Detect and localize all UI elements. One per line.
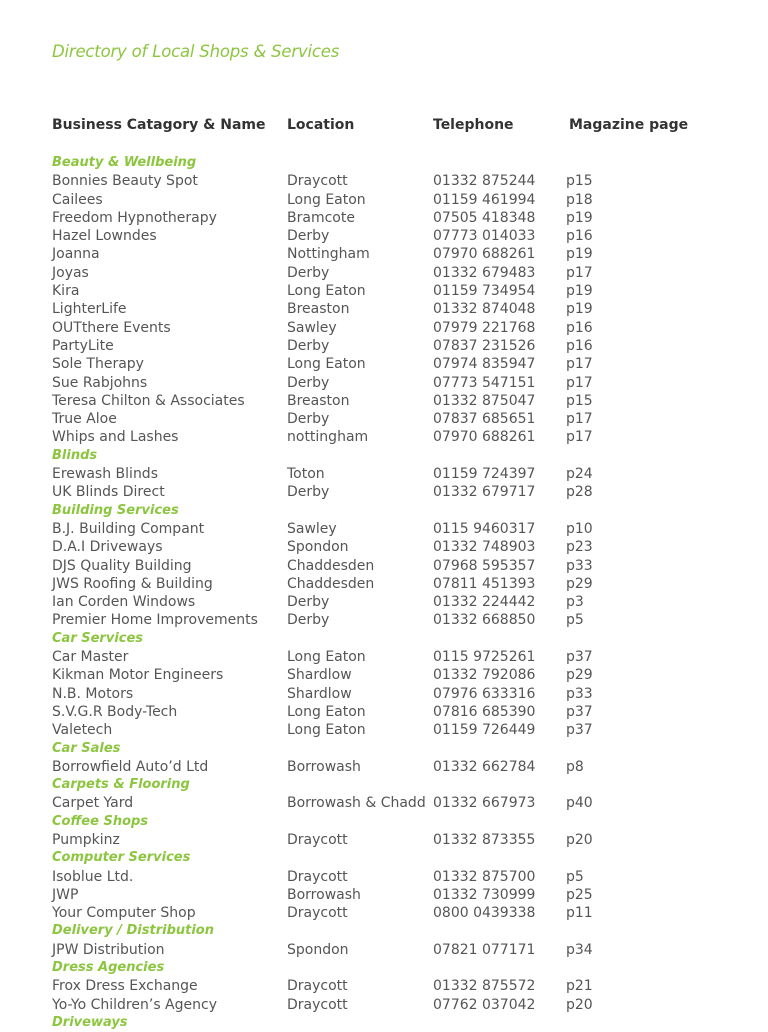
business-name: Borrowfield Auto’d Ltd: [52, 758, 209, 775]
magazine-page: p5: [566, 868, 584, 885]
business-name: Your Computer Shop: [52, 905, 196, 922]
business-location: Sawley: [287, 520, 337, 537]
list-item: [0, 941, 768, 959]
business-name: Hazel Lowndes: [52, 228, 157, 245]
category-label: Dress Agencies: [52, 960, 165, 976]
list-item: [0, 465, 768, 483]
business-name: Joyas: [52, 264, 89, 281]
business-name: Premier Home Improvements: [52, 612, 258, 629]
business-location: Draycott: [287, 831, 348, 848]
magazine-page: p20: [566, 831, 593, 848]
category-heading: [0, 154, 768, 172]
category-heading: [0, 776, 768, 794]
business-telephone: 01332 748903: [433, 539, 536, 556]
business-name: Sole Therapy: [52, 356, 144, 373]
category-heading: [0, 502, 768, 520]
business-location: Breaston: [287, 392, 350, 409]
business-telephone: 01332 668850: [433, 612, 536, 629]
category-heading: [0, 1014, 768, 1032]
list-item: [0, 337, 768, 355]
business-telephone: 07811 451393: [433, 575, 536, 592]
category-heading: [0, 922, 768, 940]
business-telephone: 07505 418348: [433, 209, 536, 226]
business-name: Pumpkinz: [52, 831, 120, 848]
business-telephone: 07970 688261: [433, 429, 536, 446]
magazine-page: p28: [566, 484, 593, 501]
category-label: Blinds: [52, 447, 98, 463]
business-location: Chaddesden: [287, 557, 375, 574]
magazine-page: p40: [566, 795, 593, 812]
magazine-page: p18: [566, 191, 593, 208]
list-item: [0, 557, 768, 575]
magazine-page: p37: [566, 722, 593, 739]
magazine-page: p37: [566, 649, 593, 666]
business-telephone: 07968 595357: [433, 557, 536, 574]
list-item: [0, 227, 768, 245]
business-name: Kikman Motor Engineers: [52, 667, 224, 684]
business-telephone: 07773 014033: [433, 228, 536, 245]
header-telephone: Telephone: [433, 117, 514, 133]
business-telephone: 01332 875047: [433, 392, 536, 409]
business-location: Long Eaton: [287, 283, 366, 300]
list-item: [0, 868, 768, 886]
magazine-page: p19: [566, 301, 593, 318]
business-name: Kira: [52, 283, 80, 300]
magazine-page: p23: [566, 539, 593, 556]
business-location: Spondon: [287, 941, 349, 958]
business-telephone: 01332 224442: [433, 594, 536, 611]
magazine-page: p34: [566, 941, 593, 958]
magazine-page: p33: [566, 557, 593, 574]
business-location: Long Eaton: [287, 649, 366, 666]
business-telephone: 01159 726449: [433, 722, 536, 739]
list-item: [0, 520, 768, 538]
page-title: Directory of Local Shops & Services: [52, 42, 340, 61]
business-telephone: 07974 835947: [433, 356, 536, 373]
business-location: Breaston: [287, 301, 350, 318]
business-name: Sue Rabjohns: [52, 374, 148, 391]
business-name: JWP: [52, 886, 79, 903]
table-header: [0, 117, 768, 137]
magazine-page: p20: [566, 996, 593, 1013]
magazine-page: p17: [566, 356, 593, 373]
category-label: Car Services: [52, 630, 144, 646]
list-item: [0, 758, 768, 776]
business-name: B.J. Building Compant: [52, 520, 205, 537]
business-telephone: 07837 685651: [433, 411, 536, 428]
list-item: [0, 428, 768, 446]
business-name: Car Master: [52, 649, 129, 666]
business-name: Isoblue Ltd.: [52, 868, 134, 885]
business-name: Yo-Yo Children’s Agency: [52, 996, 217, 1013]
business-location: Borrowash & Chadd: [287, 795, 426, 812]
magazine-page: p16: [566, 337, 593, 354]
business-location: Sawley: [287, 319, 337, 336]
business-telephone: 0115 9725261: [433, 649, 536, 666]
business-telephone: 0800 0439338: [433, 905, 536, 922]
list-item: [0, 575, 768, 593]
list-item: [0, 282, 768, 300]
business-location: Draycott: [287, 978, 348, 995]
business-location: Derby: [287, 594, 330, 611]
business-telephone: 01159 734954: [433, 283, 536, 300]
header-magazine-page: Magazine page: [569, 117, 689, 133]
business-name: D.A.I Driveways: [52, 539, 163, 556]
business-name: Freedom Hypnotherapy: [52, 209, 217, 226]
business-telephone: 07762 037042: [433, 996, 536, 1013]
business-location: Derby: [287, 612, 330, 629]
magazine-page: p19: [566, 246, 593, 263]
magazine-page: p21: [566, 978, 593, 995]
business-telephone: 0115 9460317: [433, 520, 536, 537]
business-telephone: 07773 547151: [433, 374, 536, 391]
business-telephone: 07837 231526: [433, 337, 536, 354]
magazine-page: p29: [566, 667, 593, 684]
business-location: Shardlow: [287, 667, 352, 684]
business-telephone: 01159 724397: [433, 466, 536, 483]
business-telephone: 01332 875244: [433, 173, 536, 190]
business-telephone: 01332 875572: [433, 978, 536, 995]
business-name: True Aloe: [52, 411, 117, 428]
list-item: [0, 904, 768, 922]
business-location: Draycott: [287, 996, 348, 1013]
business-location: Spondon: [287, 539, 349, 556]
magazine-page: p5: [566, 612, 584, 629]
category-label: Delivery / Distribution: [52, 923, 214, 939]
business-telephone: 07970 688261: [433, 246, 536, 263]
business-name: UK Blinds Direct: [52, 484, 165, 501]
business-location: Draycott: [287, 905, 348, 922]
business-name: Valetech: [52, 722, 113, 739]
category-label: Car Sales: [52, 740, 121, 756]
business-location: Derby: [287, 337, 330, 354]
list-item: [0, 172, 768, 190]
business-location: Draycott: [287, 868, 348, 885]
list-item: [0, 264, 768, 282]
magazine-page: p3: [566, 594, 584, 611]
list-item: [0, 209, 768, 227]
business-telephone: 07821 077171: [433, 941, 536, 958]
business-location: nottingham: [287, 429, 369, 446]
business-name: S.V.G.R Body-Tech: [52, 703, 178, 720]
magazine-page: p25: [566, 886, 593, 903]
list-item: [0, 483, 768, 501]
business-location: Draycott: [287, 173, 348, 190]
list-item: [0, 648, 768, 666]
category-heading: [0, 447, 768, 465]
business-location: Chaddesden: [287, 575, 375, 592]
business-location: Long Eaton: [287, 356, 366, 373]
magazine-page: p10: [566, 520, 593, 537]
list-item: [0, 355, 768, 373]
business-name: Frox Dress Exchange: [52, 978, 198, 995]
business-telephone: 07976 633316: [433, 685, 536, 702]
magazine-page: p16: [566, 319, 593, 336]
business-telephone: 01332 875700: [433, 868, 536, 885]
magazine-page: p17: [566, 264, 593, 281]
business-location: Toton: [287, 466, 325, 483]
business-telephone: 01332 679483: [433, 264, 536, 281]
magazine-page: p17: [566, 411, 593, 428]
list-item: [0, 685, 768, 703]
business-name: N.B. Motors: [52, 685, 134, 702]
business-location: Derby: [287, 411, 330, 428]
magazine-page: p19: [566, 209, 593, 226]
list-item: [0, 392, 768, 410]
magazine-page: p37: [566, 703, 593, 720]
business-name: DJS Quality Building: [52, 557, 192, 574]
list-item: [0, 374, 768, 392]
magazine-page: p16: [566, 228, 593, 245]
business-location: Shardlow: [287, 685, 352, 702]
category-label: Building Services: [52, 502, 179, 518]
list-item: [0, 977, 768, 995]
business-name: OUTthere Events: [52, 319, 171, 336]
category-heading: [0, 959, 768, 977]
business-location: Derby: [287, 374, 330, 391]
magazine-page: p33: [566, 685, 593, 702]
list-item: [0, 300, 768, 318]
list-item: [0, 794, 768, 812]
business-name: JPW Distribution: [52, 941, 165, 958]
business-name: PartyLite: [52, 337, 114, 354]
list-item: [0, 410, 768, 428]
category-heading: [0, 813, 768, 831]
business-telephone: 01332 792086: [433, 667, 536, 684]
list-item: [0, 831, 768, 849]
business-location: Derby: [287, 264, 330, 281]
list-item: [0, 245, 768, 263]
business-location: Long Eaton: [287, 703, 366, 720]
business-name: Cailees: [52, 191, 103, 208]
business-telephone: 01332 679717: [433, 484, 536, 501]
magazine-page: p17: [566, 429, 593, 446]
magazine-page: p19: [566, 283, 593, 300]
category-label: Coffee Shops: [52, 813, 149, 829]
business-name: Joanna: [52, 246, 100, 263]
business-location: Borrowash: [287, 758, 361, 775]
list-item: [0, 721, 768, 739]
list-item: [0, 703, 768, 721]
magazine-page: p17: [566, 374, 593, 391]
business-name: Ian Corden Windows: [52, 594, 196, 611]
magazine-page: p15: [566, 173, 593, 190]
business-telephone: 01332 730999: [433, 886, 536, 903]
list-item: [0, 538, 768, 556]
magazine-page: p8: [566, 758, 584, 775]
business-name: JWS Roofing & Building: [52, 575, 213, 592]
business-telephone: 01332 874048: [433, 301, 536, 318]
business-location: Derby: [287, 484, 330, 501]
category-label: Driveways: [52, 1014, 128, 1030]
business-location: Bramcote: [287, 209, 355, 226]
business-telephone: 01332 873355: [433, 831, 536, 848]
business-telephone: 07816 685390: [433, 703, 536, 720]
list-item: [0, 191, 768, 209]
business-telephone: 01332 662784: [433, 758, 536, 775]
header-name: Business Catagory & Name: [52, 117, 266, 133]
category-heading: [0, 849, 768, 867]
business-name: Carpet Yard: [52, 795, 134, 812]
magazine-page: p24: [566, 466, 593, 483]
list-item: [0, 886, 768, 904]
business-location: Derby: [287, 228, 330, 245]
business-name: Whips and Lashes: [52, 429, 179, 446]
magazine-page: p11: [566, 905, 593, 922]
category-heading: [0, 740, 768, 758]
business-location: Long Eaton: [287, 722, 366, 739]
category-heading: [0, 630, 768, 648]
business-telephone: 01159 461994: [433, 191, 536, 208]
list-item: [0, 666, 768, 684]
business-location: Borrowash: [287, 886, 361, 903]
business-name: LighterLife: [52, 301, 127, 318]
magazine-page: p15: [566, 392, 593, 409]
list-item: [0, 593, 768, 611]
magazine-page: p29: [566, 575, 593, 592]
category-label: Computer Services: [52, 850, 191, 866]
business-location: Nottingham: [287, 246, 370, 263]
category-label: Carpets & Flooring: [52, 777, 190, 793]
business-name: Bonnies Beauty Spot: [52, 173, 198, 190]
business-name: Erewash Blinds: [52, 466, 158, 483]
directory-list: [0, 154, 768, 1032]
list-item: [0, 319, 768, 337]
business-name: Teresa Chilton & Associates: [52, 392, 245, 409]
business-telephone: 07979 221768: [433, 319, 536, 336]
business-telephone: 01332 667973: [433, 795, 536, 812]
business-location: Long Eaton: [287, 191, 366, 208]
header-location: Location: [287, 117, 355, 133]
category-label: Beauty & Wellbeing: [52, 155, 197, 170]
list-item: [0, 996, 768, 1014]
list-item: [0, 611, 768, 629]
